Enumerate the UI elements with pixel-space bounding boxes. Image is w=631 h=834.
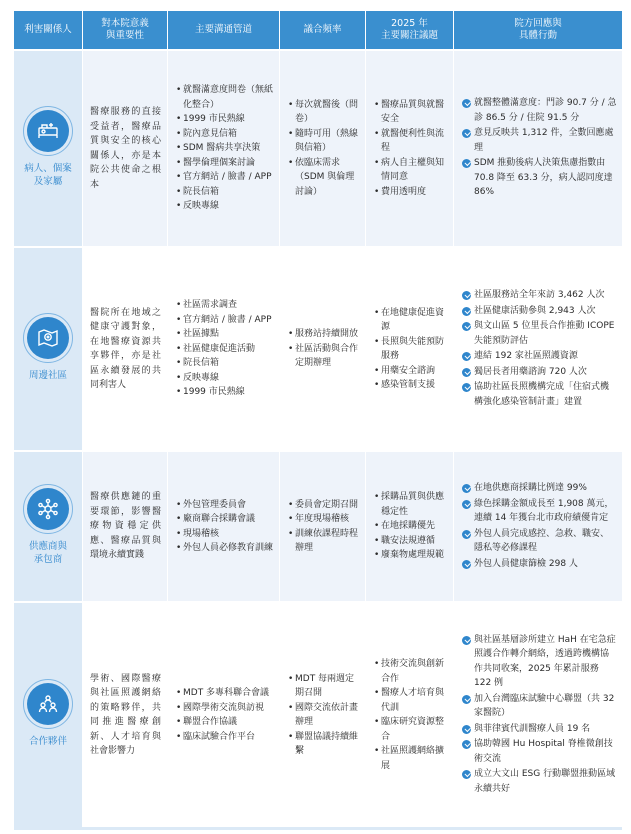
list-item: • MDT 多專科聯合會議 bbox=[176, 686, 269, 701]
action-item: 獨居長者用藥諮詢 720 人次 bbox=[462, 365, 617, 380]
list-item: • 1999 市民熱線 bbox=[176, 385, 272, 400]
frequency-cell bbox=[280, 248, 366, 450]
action-item: SDM 推動後病人決策焦慮指數由 70.8 降至 63.3 分，病人認同度達 86% bbox=[462, 156, 617, 200]
header-meaning: 對本院意義 與重要性 bbox=[83, 11, 168, 49]
action-item: 社區服務站全年來訪 3,462 人次 bbox=[462, 288, 617, 303]
action-item: 外包人員健康篩檢 298 人 bbox=[462, 557, 617, 572]
action-item: 在地供應商採購比例達 99% bbox=[462, 481, 617, 496]
list-item: • 院長信箱 bbox=[176, 356, 272, 371]
list-item: • 就醫便利性與流程 bbox=[374, 127, 449, 156]
action-item: 綠色採購金額成長至 1,908 萬元，連續 14 年獲台北市政府績優肯定 bbox=[462, 497, 617, 526]
stakeholder-cell bbox=[14, 452, 83, 601]
list-item: • 感染管制支援 bbox=[374, 378, 449, 393]
meaning-cell: 醫院所在地域之健康守護對象，在地醫療資源共享夥伴，亦是社區永續發展的共同利害人 bbox=[83, 248, 168, 450]
header-stakeholder: 利害關係人 bbox=[14, 11, 83, 49]
stakeholder-table bbox=[14, 11, 622, 827]
stakeholder-label: 合作夥伴 bbox=[28, 735, 67, 747]
action-item: 連結 192 家社區照護資源 bbox=[462, 349, 617, 364]
topics-cell bbox=[366, 452, 454, 601]
list-item: • 社區需求調查 bbox=[176, 298, 272, 313]
list-item: • 社區健康促進活動 bbox=[176, 342, 272, 357]
list-item: • 官方網站 / 臉書 / APP bbox=[176, 170, 275, 185]
list-item: • 醫療品質與就醫安全 bbox=[374, 98, 449, 127]
table-row bbox=[14, 246, 622, 450]
list-item: • 廢棄物處理規範 bbox=[374, 548, 449, 563]
list-item: • 國際交流依計畫辦理 bbox=[288, 701, 361, 730]
list-item: • 委員會定期召開 bbox=[288, 498, 361, 513]
list-item: • 就醫滿意度問卷（無紙化整合） bbox=[176, 83, 275, 112]
list-item: • 社區據點 bbox=[176, 327, 272, 342]
stakeholder-cell bbox=[14, 248, 83, 450]
topics-cell bbox=[366, 51, 454, 246]
actions-cell bbox=[454, 248, 622, 450]
list-item: • 社區活動與合作定期辦理 bbox=[288, 342, 361, 371]
list-item: • 醫療人才培育與代訓 bbox=[374, 686, 449, 715]
action-item: 與菲律賓代訓醫療人員 19 名 bbox=[462, 722, 617, 737]
list-item: • 年度現場稽核 bbox=[288, 512, 361, 527]
stakeholder-cell bbox=[14, 51, 83, 246]
table-row bbox=[14, 601, 622, 827]
meaning-cell: 學術、國際醫療與社區照護網絡的策略夥伴，共同推進醫療創新、人才培育與社會影響力 bbox=[83, 603, 168, 827]
list-item: • 國際學術交流與訪視 bbox=[176, 701, 269, 716]
stakeholder-label: 供應商與 承包商 bbox=[28, 540, 67, 565]
list-item: • 院長信箱 bbox=[176, 185, 275, 200]
list-item: • SDM 醫病共享決策 bbox=[176, 141, 275, 156]
partnership-icon bbox=[27, 683, 69, 725]
hospital-bed-icon bbox=[27, 110, 69, 152]
supply-network-icon bbox=[27, 488, 69, 530]
list-item: • 聯盟合作協議 bbox=[176, 715, 269, 730]
header-actions: 院方回應與 具體行動 bbox=[514, 18, 562, 41]
frequency-cell bbox=[280, 603, 366, 827]
stakeholder-label: 周邊社區 bbox=[28, 369, 67, 381]
action-item: 成立大文山 ESG 行動聯盟推動區域永續共好 bbox=[462, 767, 617, 796]
frequency-cell bbox=[280, 51, 366, 246]
action-item: 加入台灣臨床試驗中心聯盟（共 32 家醫院） bbox=[462, 692, 617, 721]
list-item: • 採購品質與供應穩定性 bbox=[374, 490, 449, 519]
list-item: • 隨時可用（熱線與信箱） bbox=[288, 127, 361, 156]
list-item: • 在地健康促進資源 bbox=[374, 306, 449, 335]
list-item: • 技術交流與創新合作 bbox=[374, 657, 449, 686]
channels-cell bbox=[168, 51, 280, 246]
list-item: • 外包人員必修教育訓練 bbox=[176, 541, 273, 556]
bottom-divider bbox=[14, 827, 622, 830]
header-topics: 2025 年 主要關注議題 bbox=[366, 11, 454, 49]
meaning-cell: 醫療供應鏈的重要環節，影響醫療物資穩定供應、醫療品質與環境永續實踐 bbox=[83, 452, 168, 601]
action-item: 社區健康活動參與 2,943 人次 bbox=[462, 304, 617, 319]
list-item: • 外包管理委員會 bbox=[176, 498, 273, 513]
actions-cell bbox=[454, 51, 622, 246]
list-item: • 1999 市民熱線 bbox=[176, 112, 275, 127]
header-channels: 主要溝通管道 bbox=[168, 11, 280, 49]
list-item: • 訓練依課程時程辦理 bbox=[288, 527, 361, 556]
list-item: • 醫學倫理個案討論 bbox=[176, 156, 275, 171]
frequency-cell bbox=[280, 452, 366, 601]
list-item: • MDT 每兩週定期召開 bbox=[288, 672, 361, 701]
list-item: • 臨床試驗合作平台 bbox=[176, 730, 269, 745]
topics-cell bbox=[366, 248, 454, 450]
action-item: 外包人員完成感控、急救、職安、隱私等必修課程 bbox=[462, 527, 617, 556]
channels-cell bbox=[168, 452, 280, 601]
list-item: • 服務站持續開放 bbox=[288, 327, 361, 342]
action-item: 與文山區 5 位里長合作推動 ICOPE 失能預防評估 bbox=[462, 319, 617, 348]
list-item: • 現場稽核 bbox=[176, 527, 273, 542]
action-item: 就醫整體滿意度：門診 90.7 分 / 急診 86.5 分 / 住院 91.5 分 bbox=[462, 96, 617, 125]
topics-cell bbox=[366, 603, 454, 827]
list-item: • 費用透明度 bbox=[374, 185, 449, 200]
list-item: • 廠商聯合採購會議 bbox=[176, 512, 273, 527]
list-item: • 依臨床需求（SDM 與倫理討論） bbox=[288, 156, 361, 200]
action-item: 協助韓國 Hu Hospital 脊椎微創技術交流 bbox=[462, 737, 617, 766]
list-item: • 院內意見信箱 bbox=[176, 127, 275, 142]
list-item: • 官方網站 / 臉書 / APP bbox=[176, 313, 272, 328]
list-item: • 聯盟協議持續維繫 bbox=[288, 730, 361, 759]
actions-cell bbox=[454, 452, 622, 601]
community-map-icon bbox=[27, 317, 69, 359]
table-header bbox=[14, 11, 622, 49]
header-frequency: 議合頻率 bbox=[280, 11, 366, 49]
list-item: • 每次就醫後（問卷） bbox=[288, 98, 361, 127]
list-item: • 反映專線 bbox=[176, 371, 272, 386]
list-item: • 職安法規遵循 bbox=[374, 534, 449, 549]
action-item: 意見反映共 1,312 件，全數回應處理 bbox=[462, 126, 617, 155]
stakeholder-cell bbox=[14, 603, 83, 827]
channels-cell bbox=[168, 603, 280, 827]
action-item: 與社區基層診所建立 HaH 在宅急症照護合作轉介網絡，透過跨機構協作共同收案，2025 年累計服務 122 例 bbox=[462, 633, 617, 691]
channels-cell bbox=[168, 248, 280, 450]
action-item: 協助社區長照機構完成「住宿式機構強化感染管制計畫」建置 bbox=[462, 380, 617, 409]
table-row bbox=[14, 450, 622, 601]
actions-cell bbox=[454, 603, 622, 827]
stakeholder-label: 病人、個案 及家屬 bbox=[24, 162, 72, 187]
list-item: • 臨床研究資源整合 bbox=[374, 715, 449, 744]
list-item: • 病人自主權與知情同意 bbox=[374, 156, 449, 185]
list-item: • 社區照護網絡擴展 bbox=[374, 744, 449, 773]
list-item: • 反映專線 bbox=[176, 199, 275, 214]
list-item: • 用藥安全諮詢 bbox=[374, 364, 449, 379]
meaning-cell: 醫療服務的直接受益者，醫療品質與安全的核心關係人，亦是本院公共使命之根本 bbox=[83, 51, 168, 246]
list-item: • 在地採購優先 bbox=[374, 519, 449, 534]
table-row bbox=[14, 49, 622, 246]
list-item: • 長照與失能預防服務 bbox=[374, 335, 449, 364]
